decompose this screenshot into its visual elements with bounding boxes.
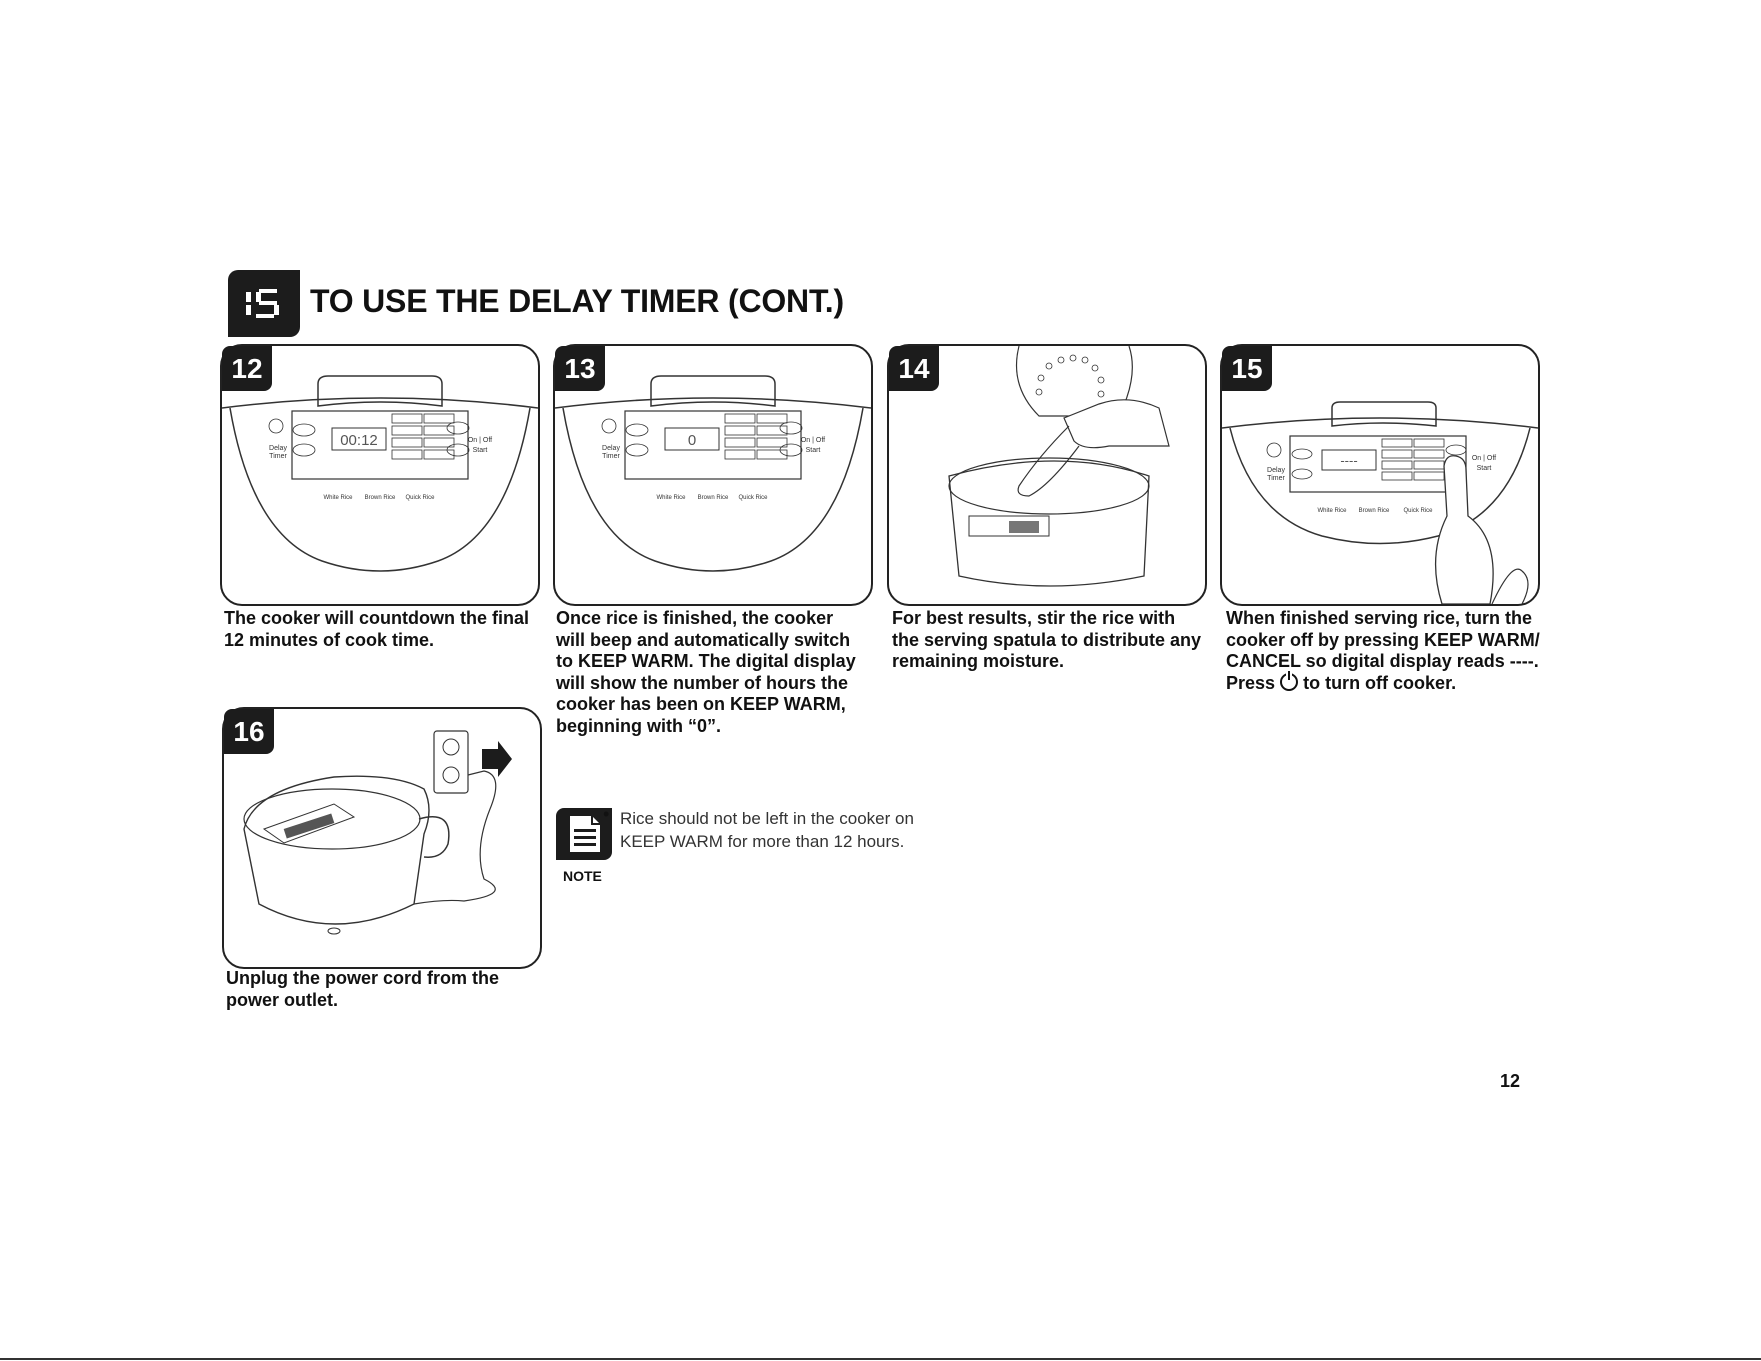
step-12-badge: 12 [222, 346, 272, 391]
svg-text:Brown Rice: Brown Rice [697, 495, 729, 501]
display-readout: 0 [687, 432, 697, 449]
display-readout: 00:12 [340, 432, 378, 449]
bottom-rule [0, 1358, 1761, 1360]
step-13-badge: 13 [555, 346, 605, 391]
svg-text:Brown Rice: Brown Rice [1358, 508, 1390, 514]
svg-text:Timer: Timer [269, 453, 287, 460]
note-bullet: • [603, 804, 610, 824]
note-text: Rice should not be left in the cooker on KEEP WARM for more than 12 hours. [620, 809, 914, 851]
step-14-text: For best results, stir the rice with the serving spatula to distribute any remaining moisture. [892, 608, 1202, 671]
page-title: TO USE THE DELAY TIMER (CONT.) [310, 283, 844, 319]
svg-text:Quick Rice: Quick Rice [738, 495, 768, 501]
note-label: NOTE [563, 868, 602, 884]
svg-text:Delay: Delay [602, 445, 620, 452]
page-number: 12 [1500, 1071, 1521, 1091]
svg-text:Start: Start [805, 447, 821, 454]
step-14-badge: 14 [889, 346, 939, 391]
svg-text:White Rice: White Rice [1317, 508, 1347, 514]
delay-timer-icon [228, 270, 300, 337]
step-16-text: Unplug the power cord from the power outlet. [226, 968, 499, 1010]
svg-text:Quick Rice: Quick Rice [405, 495, 435, 501]
display-readout: ---- [1340, 453, 1358, 468]
svg-text:On | Off: On | Off [800, 437, 826, 444]
svg-text:Delay: Delay [269, 445, 287, 452]
svg-text:Quick Rice: Quick Rice [1403, 508, 1433, 514]
svg-text:On | Off: On | Off [467, 437, 493, 444]
svg-text:Delay: Delay [1267, 467, 1285, 474]
svg-text:White Rice: White Rice [656, 495, 686, 501]
svg-text:On | Off: On | Off [1471, 455, 1497, 462]
power-icon [1280, 673, 1298, 691]
svg-text:Brown Rice: Brown Rice [364, 495, 396, 501]
svg-text:Timer: Timer [602, 453, 620, 460]
svg-text:Start: Start [472, 447, 488, 454]
svg-text:White Rice: White Rice [323, 495, 353, 501]
step-12-text: The cooker will countdown the final 12 minutes of cook time. [224, 608, 530, 650]
step-15-text: When finished serving rice, turn the cooker off by pressing KEEP WARM/ CANCEL so digital display reads ----. Press to turn off cooker. [1226, 608, 1540, 693]
svg-text:Start: Start [1476, 465, 1492, 472]
svg-text:Timer: Timer [1267, 475, 1285, 482]
step-13-text: Once rice is finished, the cooker will beep and automatically switch to KEEP WARM. The digital display will show the number of hours the cooker has been on KEEP WARM, beginning with “0”. [556, 608, 856, 736]
step-16-badge: 16 [224, 709, 274, 754]
step-15-badge: 15 [1222, 346, 1272, 391]
